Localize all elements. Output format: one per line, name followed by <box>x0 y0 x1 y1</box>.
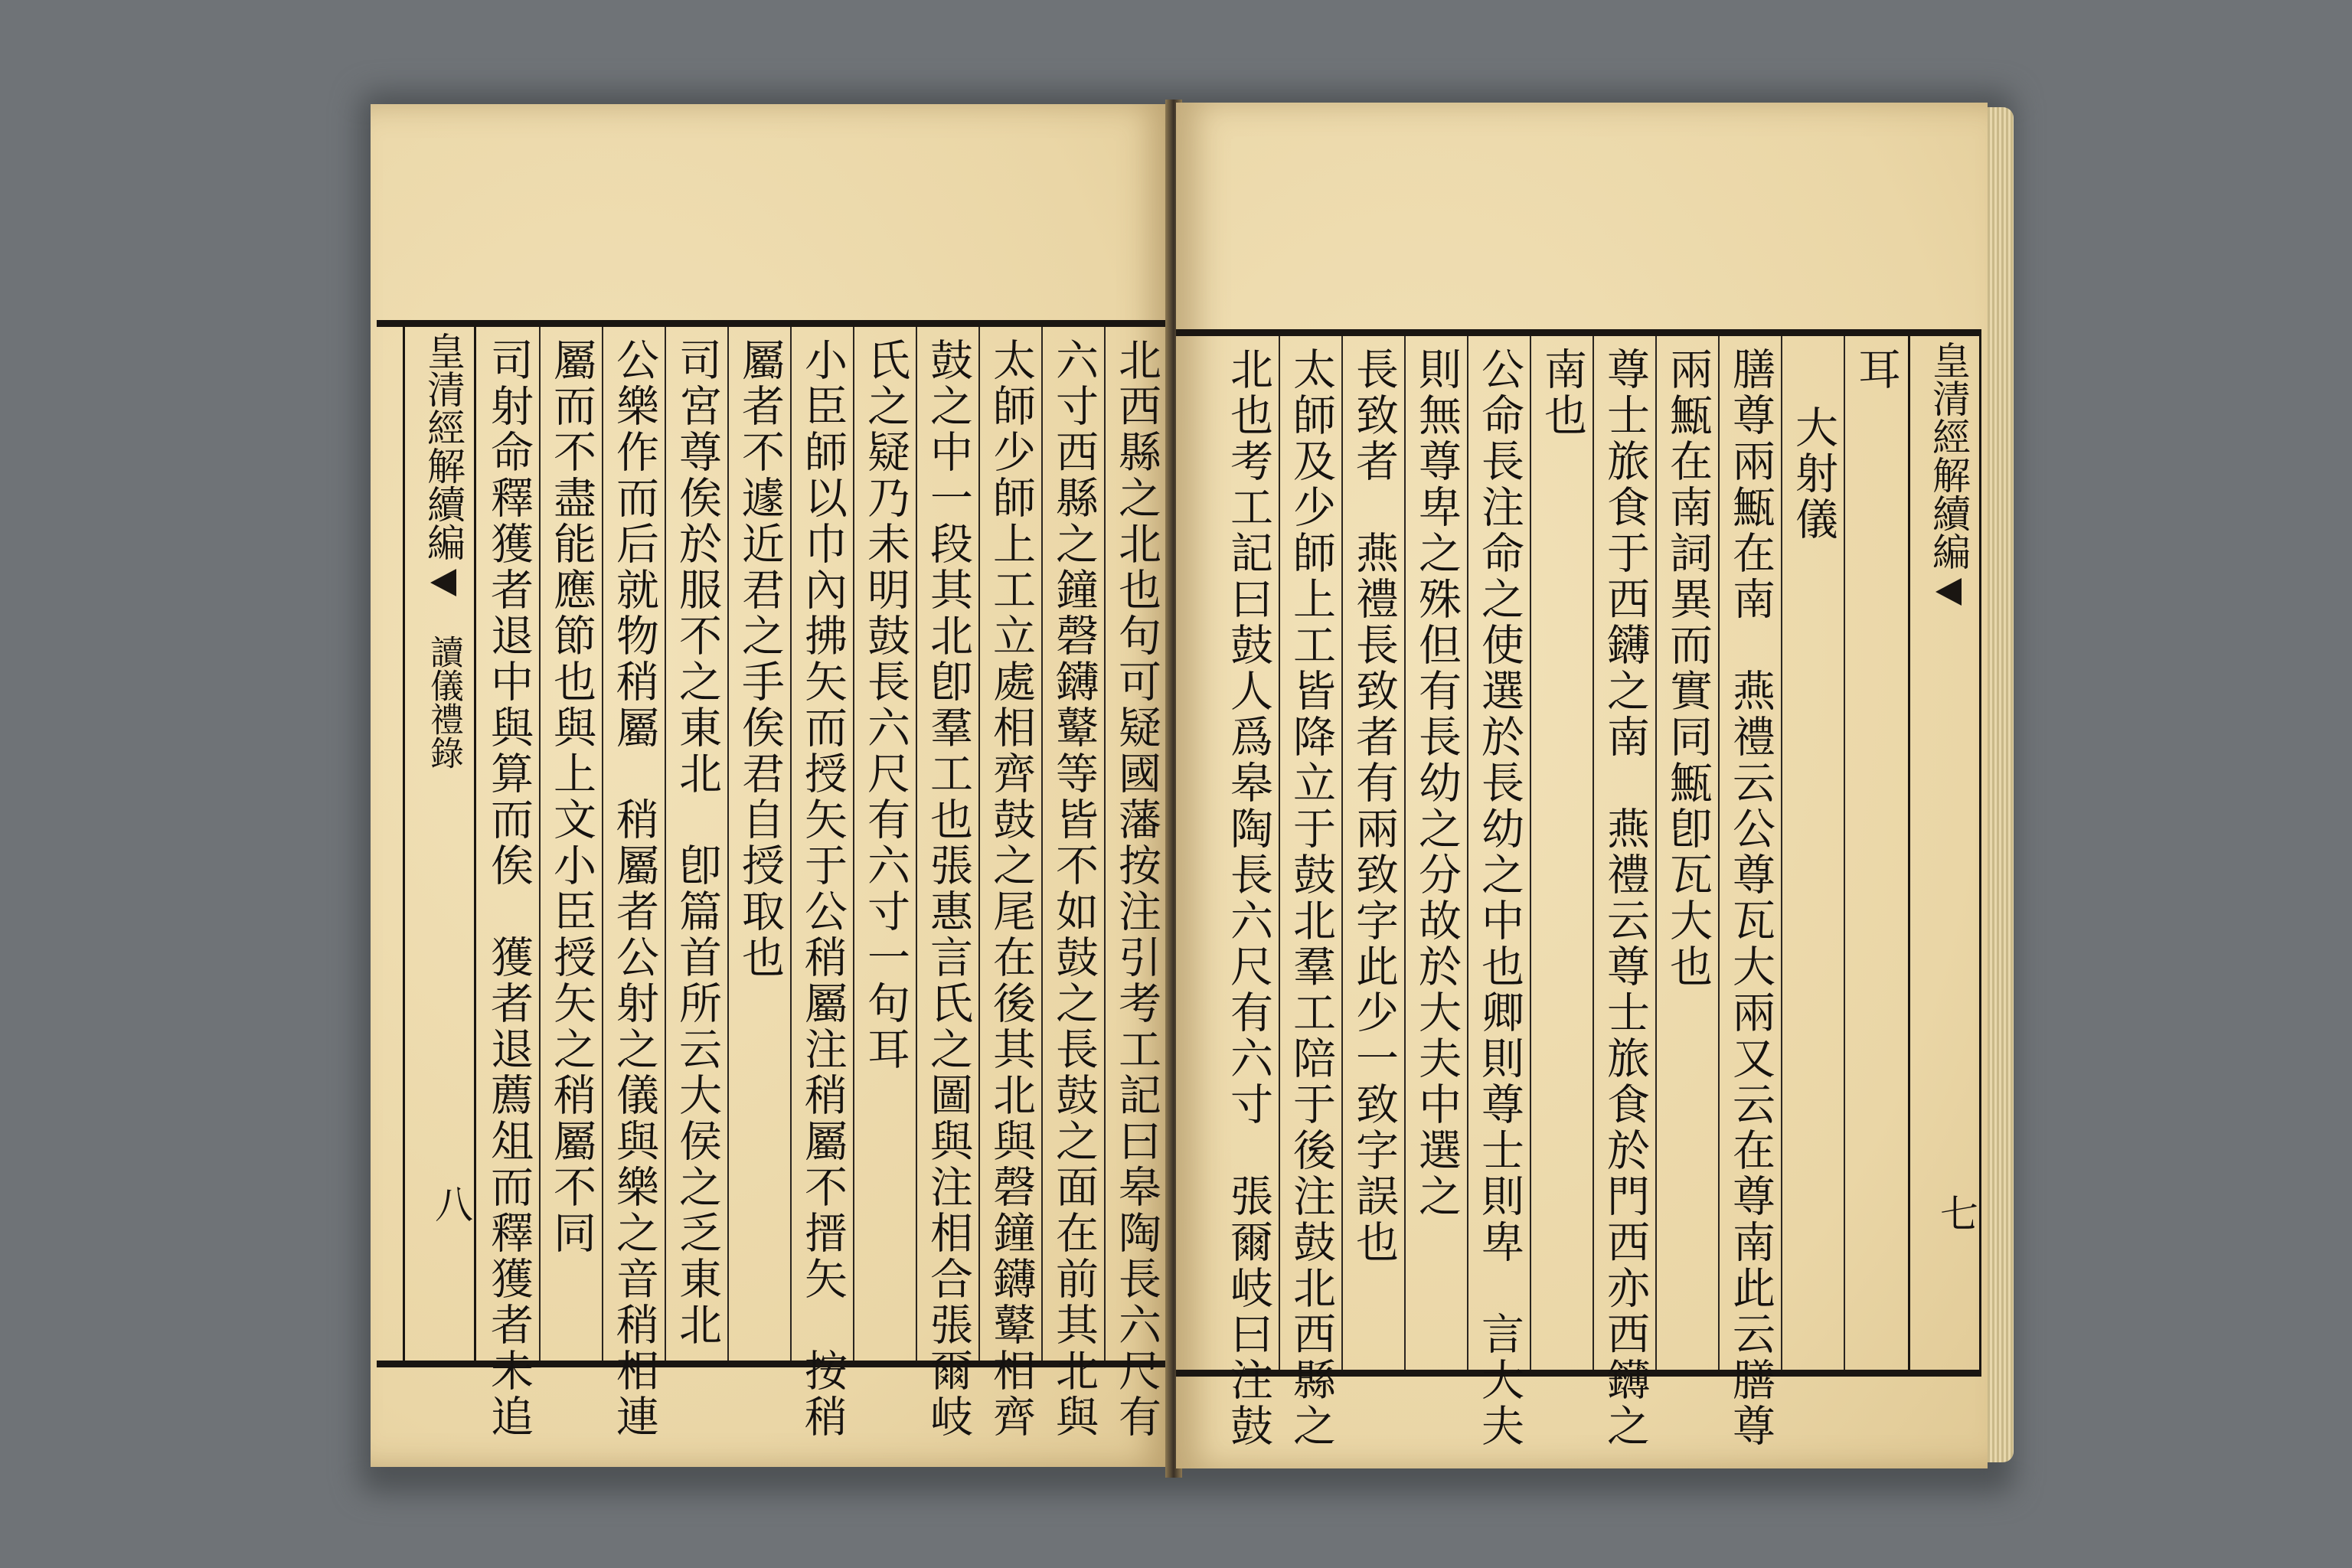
text-column: 太師及少師上工皆降立于鼓北羣工陪于後注鼓北西縣之 <box>1286 347 1336 1449</box>
column-rule <box>1718 336 1720 1370</box>
banner-title: 皇清經解續編 <box>1926 341 1971 570</box>
text-column: 北也考工記曰鼓人爲皋陶長六尺有六寸 張爾岐曰注鼓 <box>1223 347 1273 1449</box>
text-column: 則無尊卑之殊但有長幼之分故於大夫中選之 <box>1412 347 1462 1220</box>
fishtail-mark <box>1936 578 1962 606</box>
text-column: 司射命釋獲者退中與算而俟 獲者退薦俎而釋獲者未追 <box>484 338 534 1440</box>
column-rule <box>1104 327 1106 1361</box>
text-column: 司宮尊俟於服不之東北 卽篇首所云大侯之乏東北 <box>672 338 722 1348</box>
left-page <box>371 104 1171 1467</box>
column-rule <box>1530 336 1531 1370</box>
column-rule <box>1655 336 1657 1370</box>
fishtail-mark <box>430 569 456 596</box>
right-text-frame <box>1176 329 1981 1449</box>
column-rule <box>1341 336 1343 1370</box>
banner-subtitle: 讀儀禮錄 <box>424 635 463 769</box>
text-column: 小臣師以巾內拂矢而授矢于公稍屬注稍屬不搢矢 按稍 <box>798 338 848 1440</box>
column-rule <box>727 327 729 1361</box>
column-rule <box>1844 336 1845 1370</box>
text-column: 太師少師上工立處相齊鼓之尾在後其北與磬鐘鑮鼙相齊 <box>986 338 1036 1440</box>
text-column: 耳 <box>1851 347 1901 393</box>
page-number: 七 <box>1934 1194 1978 1232</box>
text-column: 屬者不遽近君之手俟君自授取也 <box>735 338 785 981</box>
column-rule <box>1781 336 1782 1370</box>
column-rule <box>539 327 541 1361</box>
column-rule <box>665 327 666 1361</box>
page-banner <box>403 327 476 1361</box>
page-number: 八 <box>429 1184 473 1223</box>
right-page <box>1176 103 1988 1468</box>
text-column: 兩甒在南詞異而實同甒卽瓦大也 <box>1663 347 1713 990</box>
text-column: 膳尊兩甒在南 燕禮云公尊瓦大兩又云在尊南此云膳尊 <box>1726 347 1775 1449</box>
column-rule <box>1404 336 1406 1370</box>
text-column: 長致者 燕禮長致者有兩致字此少一致字誤也 <box>1349 347 1399 1266</box>
text-column: 尊士旅食于西鑮之南 燕禮云尊士旅食於門西亦西鑮之 <box>1600 347 1650 1449</box>
column-rule <box>1592 336 1594 1370</box>
column-rule <box>916 327 917 1361</box>
text-column: 北西縣之北也句可疑國藩按注引考工記曰皋陶長六尺有 <box>1112 338 1161 1440</box>
column-rule <box>1041 327 1043 1361</box>
text-column: 氏之疑乃未明鼓長六尺有六寸一句耳 <box>861 338 910 1073</box>
column-rule <box>790 327 792 1361</box>
section-heading: 大射儀 <box>1788 405 1838 543</box>
column-rule <box>1279 336 1280 1370</box>
text-column: 公樂作而后就物稍屬 稍屬者公射之儀與樂之音稍相連 <box>609 338 659 1440</box>
text-column: 屬而不盡能應節也與上文小臣授矢之稍屬不同 <box>547 338 596 1256</box>
text-column: 鼓之中一段其北卽羣工也張惠言氏之圖與注相合張爾岐 <box>923 338 973 1440</box>
column-rule <box>602 327 603 1361</box>
column-rule <box>853 327 854 1361</box>
page-banner <box>1908 336 1981 1370</box>
column-rule <box>978 327 980 1361</box>
banner-title: 皇清經解續編 <box>421 332 466 561</box>
text-column: 六寸西縣之鐘磬鑮鼙等皆不如鼓之長鼓之面在前其北與 <box>1049 338 1099 1440</box>
left-text-frame <box>377 320 1171 1440</box>
text-column: 南也 <box>1537 347 1587 439</box>
column-rule <box>1467 336 1468 1370</box>
text-column: 公命長注命之使選於長幼之中也卿則尊士則卑 言大夫 <box>1475 347 1524 1449</box>
page-edges <box>1983 107 2014 1462</box>
